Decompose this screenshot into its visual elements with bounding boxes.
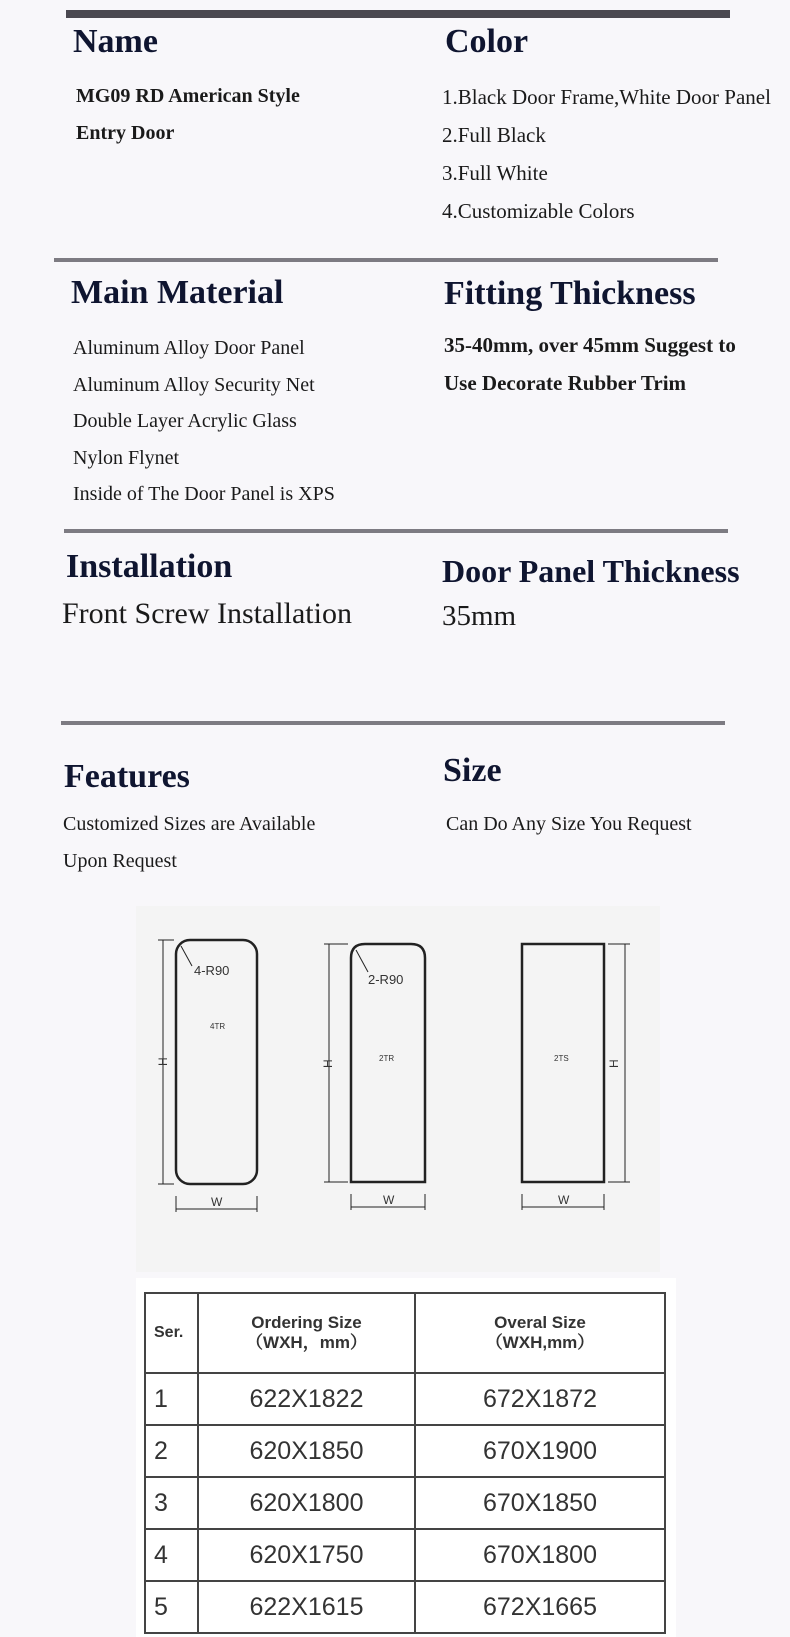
size-table-panel bbox=[136, 1278, 676, 1637]
color-heading: Color bbox=[445, 23, 529, 60]
header-overall-line: （WXH,mm） bbox=[485, 1333, 595, 1352]
door-shape-diagram bbox=[136, 906, 660, 1272]
cell-overall: 672X1872 bbox=[415, 1373, 665, 1425]
header-overall-size bbox=[415, 1293, 665, 1373]
shape-code-label: 2TR bbox=[379, 1054, 395, 1063]
features-line: Customized Sizes are Available bbox=[63, 813, 316, 835]
header-overall-line: Overal Size bbox=[494, 1313, 586, 1332]
table-row bbox=[145, 1529, 665, 1581]
installation-heading: Installation bbox=[66, 548, 233, 585]
cell-ser: 4 bbox=[145, 1529, 198, 1581]
door-panel-thickness-heading: Door Panel Thickness bbox=[442, 553, 740, 589]
cell-ser: 3 bbox=[145, 1477, 198, 1529]
cell-overall: 670X1900 bbox=[415, 1425, 665, 1477]
fitting-line: 35-40mm, over 45mm Suggest to bbox=[444, 333, 736, 357]
door-panel-thickness-value: 35mm bbox=[442, 600, 517, 632]
material-item: Aluminum Alloy Door Panel bbox=[73, 337, 305, 359]
cell-ser: 5 bbox=[145, 1581, 198, 1633]
cell-ordering: 622X1822 bbox=[198, 1373, 415, 1425]
divider-2 bbox=[64, 529, 728, 533]
width-label: W bbox=[558, 1193, 570, 1207]
features-heading: Features bbox=[64, 758, 190, 795]
main-material-heading: Main Material bbox=[71, 274, 284, 311]
height-label: H bbox=[607, 1059, 621, 1068]
material-item: Inside of The Door Panel is XPS bbox=[73, 483, 335, 505]
name-heading: Name bbox=[73, 23, 158, 60]
cell-ser: 2 bbox=[145, 1425, 198, 1477]
features-line: Upon Request bbox=[63, 849, 177, 872]
cell-overall: 672X1665 bbox=[415, 1581, 665, 1633]
fitting-thickness-value bbox=[444, 326, 736, 402]
door-outline-2ts bbox=[522, 944, 604, 1182]
name-line: MG09 RD American Style bbox=[76, 85, 300, 107]
door-shape-4tr bbox=[158, 940, 257, 1212]
cell-ser: 1 bbox=[145, 1373, 198, 1425]
material-item: Aluminum Alloy Security Net bbox=[73, 373, 315, 396]
cell-ordering: 620X1850 bbox=[198, 1425, 415, 1477]
width-label: W bbox=[211, 1195, 223, 1209]
header-ordering-line: Ordering Size bbox=[251, 1313, 362, 1332]
header-ordering-line: （WXH，mm） bbox=[246, 1333, 367, 1352]
cell-ordering: 622X1615 bbox=[198, 1581, 415, 1633]
cell-overall: 670X1850 bbox=[415, 1477, 665, 1529]
height-label: H bbox=[156, 1057, 170, 1066]
header-ser: Ser. bbox=[145, 1293, 198, 1373]
shape-code-label: 2TS bbox=[554, 1054, 569, 1063]
size-line: Can Do Any Size You Request bbox=[446, 813, 692, 835]
table-row bbox=[145, 1581, 665, 1633]
fitting-thickness-heading: Fitting Thickness bbox=[444, 275, 696, 312]
size-heading: Size bbox=[443, 752, 502, 789]
cell-overall: 670X1800 bbox=[415, 1529, 665, 1581]
material-item: Nylon Flynet bbox=[73, 446, 180, 469]
main-material-list bbox=[73, 330, 335, 513]
color-item: 4.Customizable Colors bbox=[442, 199, 635, 223]
table-row bbox=[145, 1373, 665, 1425]
color-item: 3.Full White bbox=[442, 161, 548, 185]
top-rule bbox=[66, 10, 730, 18]
material-item: Double Layer Acrylic Glass bbox=[73, 410, 297, 432]
table-row bbox=[145, 1425, 665, 1477]
radius-label: 2-R90 bbox=[368, 972, 404, 987]
table-header-row bbox=[145, 1293, 665, 1373]
size-table bbox=[144, 1292, 666, 1634]
width-label: W bbox=[383, 1193, 395, 1207]
color-list bbox=[442, 78, 771, 230]
door-shape-2ts bbox=[522, 944, 630, 1210]
name-value bbox=[76, 78, 300, 151]
color-item: 2.Full Black bbox=[442, 123, 546, 147]
size-value bbox=[446, 806, 692, 843]
installation-value: Front Screw Installation bbox=[62, 597, 352, 630]
header-ordering-size bbox=[198, 1293, 415, 1373]
color-item: 1.Black Door Frame,White Door Panel bbox=[442, 85, 771, 109]
height-label: H bbox=[321, 1059, 335, 1068]
door-shape-svg bbox=[136, 906, 660, 1272]
shape-code-label: 4TR bbox=[210, 1022, 226, 1031]
divider-1 bbox=[54, 258, 718, 262]
fitting-line: Use Decorate Rubber Trim bbox=[444, 371, 687, 395]
table-row bbox=[145, 1477, 665, 1529]
features-value bbox=[63, 806, 315, 879]
radius-label: 4-R90 bbox=[194, 963, 230, 978]
divider-3 bbox=[61, 721, 725, 725]
name-line: Entry Door bbox=[76, 121, 175, 144]
cell-ordering: 620X1800 bbox=[198, 1477, 415, 1529]
cell-ordering: 620X1750 bbox=[198, 1529, 415, 1581]
